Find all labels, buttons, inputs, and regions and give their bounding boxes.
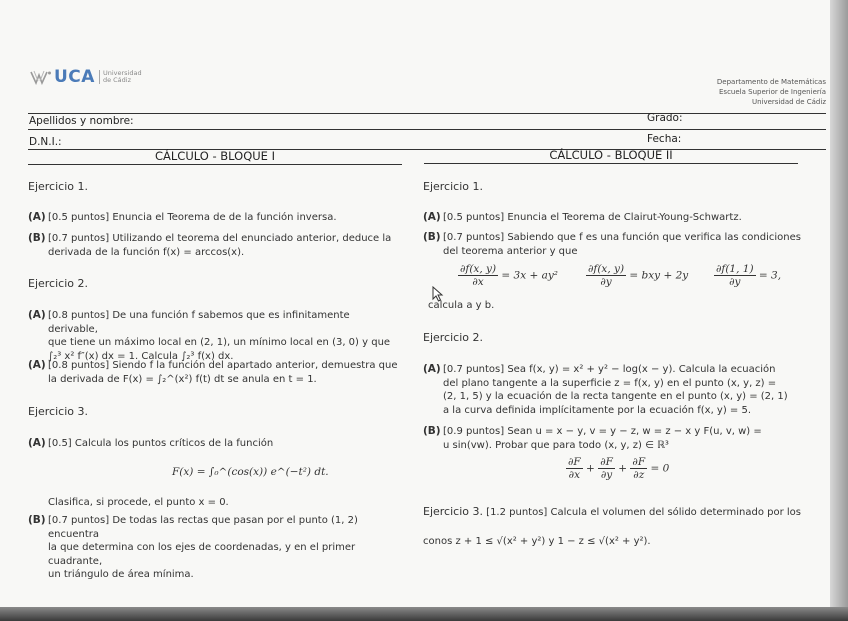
name-label: Apellidos y nombre: (29, 115, 134, 127)
b2-ej1-eq2: $\frac{\partial f(x, y)}{\partial y}$ = bxy + 2y (588, 263, 689, 288)
b2-ej3: Ejercicio 3. [1.2 puntos] Calcula el volumen del sólido determinado por los (423, 505, 801, 518)
b2-ej1-eq3: $\frac{\partial f(1, 1)}{\partial y}$ = 3, (716, 263, 782, 288)
name-rule (28, 129, 826, 130)
uca-logo (30, 67, 142, 87)
grado-label: Grado: (647, 112, 683, 124)
b1-ej1-a: (A) [0.5 puntos] Enuncia el Teorema de de la función inversa. (28, 211, 337, 223)
b1-ej1-b: (B) [0.7 puntos] Utilizando el teorema del enunciado anterior, deduce la derivada de la función f(x) = arccos(x). (28, 232, 392, 258)
bloque1-title: CÁLCULO - BLOQUE I (155, 149, 275, 163)
b1-ej3-formula: F(x) = ∫₀^(cos(x)) e^(−t²) dt. (172, 466, 329, 478)
logo-brand: UCA (54, 67, 95, 87)
b2-ej3-heading: Ejercicio 3. (423, 505, 483, 518)
b2-ej3-cont: conos z + 1 ≤ √(x² + y²) y 1 − z ≤ √(x² + y²). (423, 536, 651, 547)
b2-ej2-heading: Ejercicio 2. (423, 331, 483, 344)
b1-ej3-heading: Ejercicio 3. (28, 405, 88, 418)
dni-label: D.N.I.: (29, 136, 62, 148)
b1-ej2-a: (A) [0.8 puntos] De una función f sabemos que es infinitamente derivable, que tiene un máximo local en (2, 1), un mínimo local en (3, 0) y que ∫₂³ x² f″(x) dx = 1. Calcula ∫₂³ f(x) dx. (28, 309, 391, 362)
fecha-label: Fecha: (647, 133, 682, 145)
b2-ej1-b: (B) [0.7 puntos] Sabiendo que f es una función que verifica las condiciones del teorema anterior y que (423, 231, 801, 257)
b1-ej3-after: Clasifica, si procede, el punto x = 0. (48, 497, 229, 508)
page-edge-bottom (0, 607, 848, 621)
b2-ej1-heading: Ejercicio 1. (423, 180, 483, 193)
b2-ej1-a: (A) [0.5 puntos] Enuncia el Teorema de Clairut-Young-Schwartz. (423, 211, 742, 223)
bloque2-title: CÁLCULO - BLOQUE II (549, 148, 673, 162)
mouse-pointer-icon (432, 286, 444, 302)
b2-ej2-a: (A) [0.7 puntos] Sea f(x, y) = x² + y² − log(x − y). Calcula la ecuación del plano tangente a la superficie z = f(x, y) en el punto (x, y, z) = (2, 1, 5) y la ecuación de la recta tangente en el punto (x, y) = (2, 1) a la curva definida implícitamente por la ecuación f(x, y) = 5. (423, 363, 788, 416)
b2-ej1-after: calcula a y b. (428, 300, 495, 311)
department-info: Departamento de Matemáticas Escuela Superior de Ingeniería Universidad de Cádiz (716, 78, 826, 106)
bloque1-rule (28, 164, 402, 165)
top-rule (28, 113, 826, 114)
b1-ej1-heading: Ejercicio 1. (28, 180, 88, 193)
b2-ej2-sum: $\frac{\partial F}{\partial x}$ + $\frac{\partial F}{\partial y}$ + $\frac{\partial F}{\partial z}$ = 0 (568, 456, 670, 481)
page-edge-right (830, 0, 848, 621)
uca-emblem-icon (30, 69, 52, 85)
b1-ej3-b: (B) [0.7 puntos] De todas las rectas que pasan por el punto (1, 2) encuentra la que determina con los ejes de coordenadas, y en el primer cuadrante, un triángulo de área mínima. (28, 514, 358, 580)
b2-ej1-eq1: $\frac{\partial f(x, y)}{\partial x}$ = 3x + ay² (460, 263, 559, 288)
bloque2-rule (424, 163, 798, 164)
logo-subtitle: Universidad de Cádiz (99, 70, 142, 84)
b1-ej3-a: (A) [0.5] Calcula los puntos críticos de la función (28, 437, 274, 449)
b1-ej2-heading: Ejercicio 2. (28, 277, 88, 290)
b1-ej2-b: (A) [0.8 puntos] Siendo f la función del apartado anterior, demuestra que la derivada de F(x) = ∫₂^(x²) f(t) dt se anula en t = 1. (28, 359, 398, 385)
b2-ej2-b: (B) [0.9 puntos] Sean u = x − y, v = y − z, w = z − x y F(u, v, w) = u sin(vw). Probar que para todo (x, y, z) ∈ ℝ³ (423, 425, 762, 451)
